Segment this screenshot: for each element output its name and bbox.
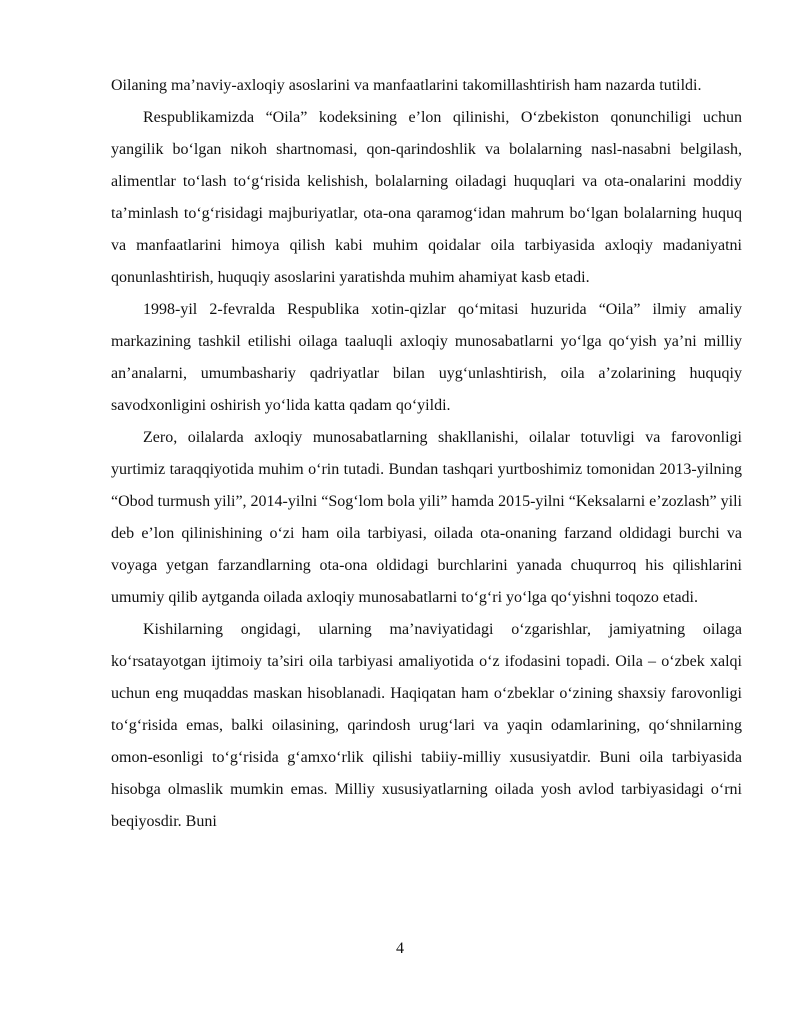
paragraph-ilmiy-markaz: 1998-yil 2-fevralda Respublika xotin-qizlar qo‘mitasi huzurida “Oila” ilmiy amaliy markazining tashkil etilishi oilaga taaluqli axloqiy munosabatlarni yo‘lga qo‘yish ya’ni milliy an’analarni, umumbashariy qadriyatlar bilan uyg‘unlashtirish, oila a’zolarining huquqiy savodxonligini oshirish yo‘lida katta qadam qo‘yildi. bbox=[111, 301, 742, 414]
paragraph-continuation: Oilaning ma’naviy-axloqiy asoslarini va manfaatlarini takomillashtirish ham nazarda tutildi. bbox=[111, 77, 702, 94]
page-number: 4 bbox=[396, 940, 404, 957]
paragraph-kishilarning: Kishilarning ongidagi, ularning ma’naviyatidagi o‘zgarishlar, jamiyatning oilaga ko‘rsatayotgan ijtimoiy ta’siri oila tarbiyasi amaliyotida o‘z ifodasini topadi. Oila – o‘zbek xalqi uchun eng muqaddas maskan hisoblanadi. Haqiqatan ham o‘zbeklar o‘zining shaxsiy farovonligi to‘g‘risida emas, balki oilasining, qarindosh urug‘lari va yaqin odamlarining, qo‘shnilarning omon-esonligi to‘g‘risida g‘amxo‘rlik qilishi tabiiy-milliy xususiyatdir. Buni oila tarbiyasida hisobga olmaslik mumkin emas. Milliy xususiyatlarning oilada yosh avlod tarbiyasidagi o‘rni beqiyosdir. Buni bbox=[111, 621, 742, 830]
paragraph-oila-kodeksi: Respublikamizda “Oila” kodeksining e’lon qilinishi, O‘zbekiston qonunchiligi uchun yangilik bo‘lgan nikoh shartnomasi, qon-qarindoshlik va bolalarning nasl-nasabni belgilash, alimentlar to‘lash to‘g‘risida kelishish, bolalarning oiladagi huquqlari va ota-onalarini moddiy ta’minlash to‘g‘risidagi majburiyatlar, ota-ona qaramog‘idan mahrum bo‘lgan bolalarning huquq va manfaatlarini himoya qilish kabi muhim qoidalar oila tarbiyasida axloqiy madaniyatni qonunlashtirish, huquqiy asoslarini yaratishda muhim ahamiyat kasb etadi. bbox=[111, 109, 742, 286]
body-text bbox=[111, 70, 742, 838]
paragraph-zero: Zero, oilalarda axloqiy munosabatlarning shakllanishi, oilalar totuvligi va farovonligi yurtimiz taraqqiyotida muhim o‘rin tutadi. Bundan tashqari yurtboshimiz tomonidan 2013-yilning “Obod turmush yili”, 2014-yilni “Sog‘lom bola yili” hamda 2015-yilni “Keksalarni e’zozlash” yili deb e’lon qilinishining o‘zi ham oila tarbiyasi, oilada ota-onaning farzand oldidagi burchi va voyaga yetgan farzandlarning ota-ona oldidagi burchlarini yanada chuqurroq his qilishlarini umumiy qilib aytganda oilada axloqiy munosabatlarni to‘g‘ri yo‘lga qo‘yishni toqozo etadi. bbox=[111, 429, 742, 606]
